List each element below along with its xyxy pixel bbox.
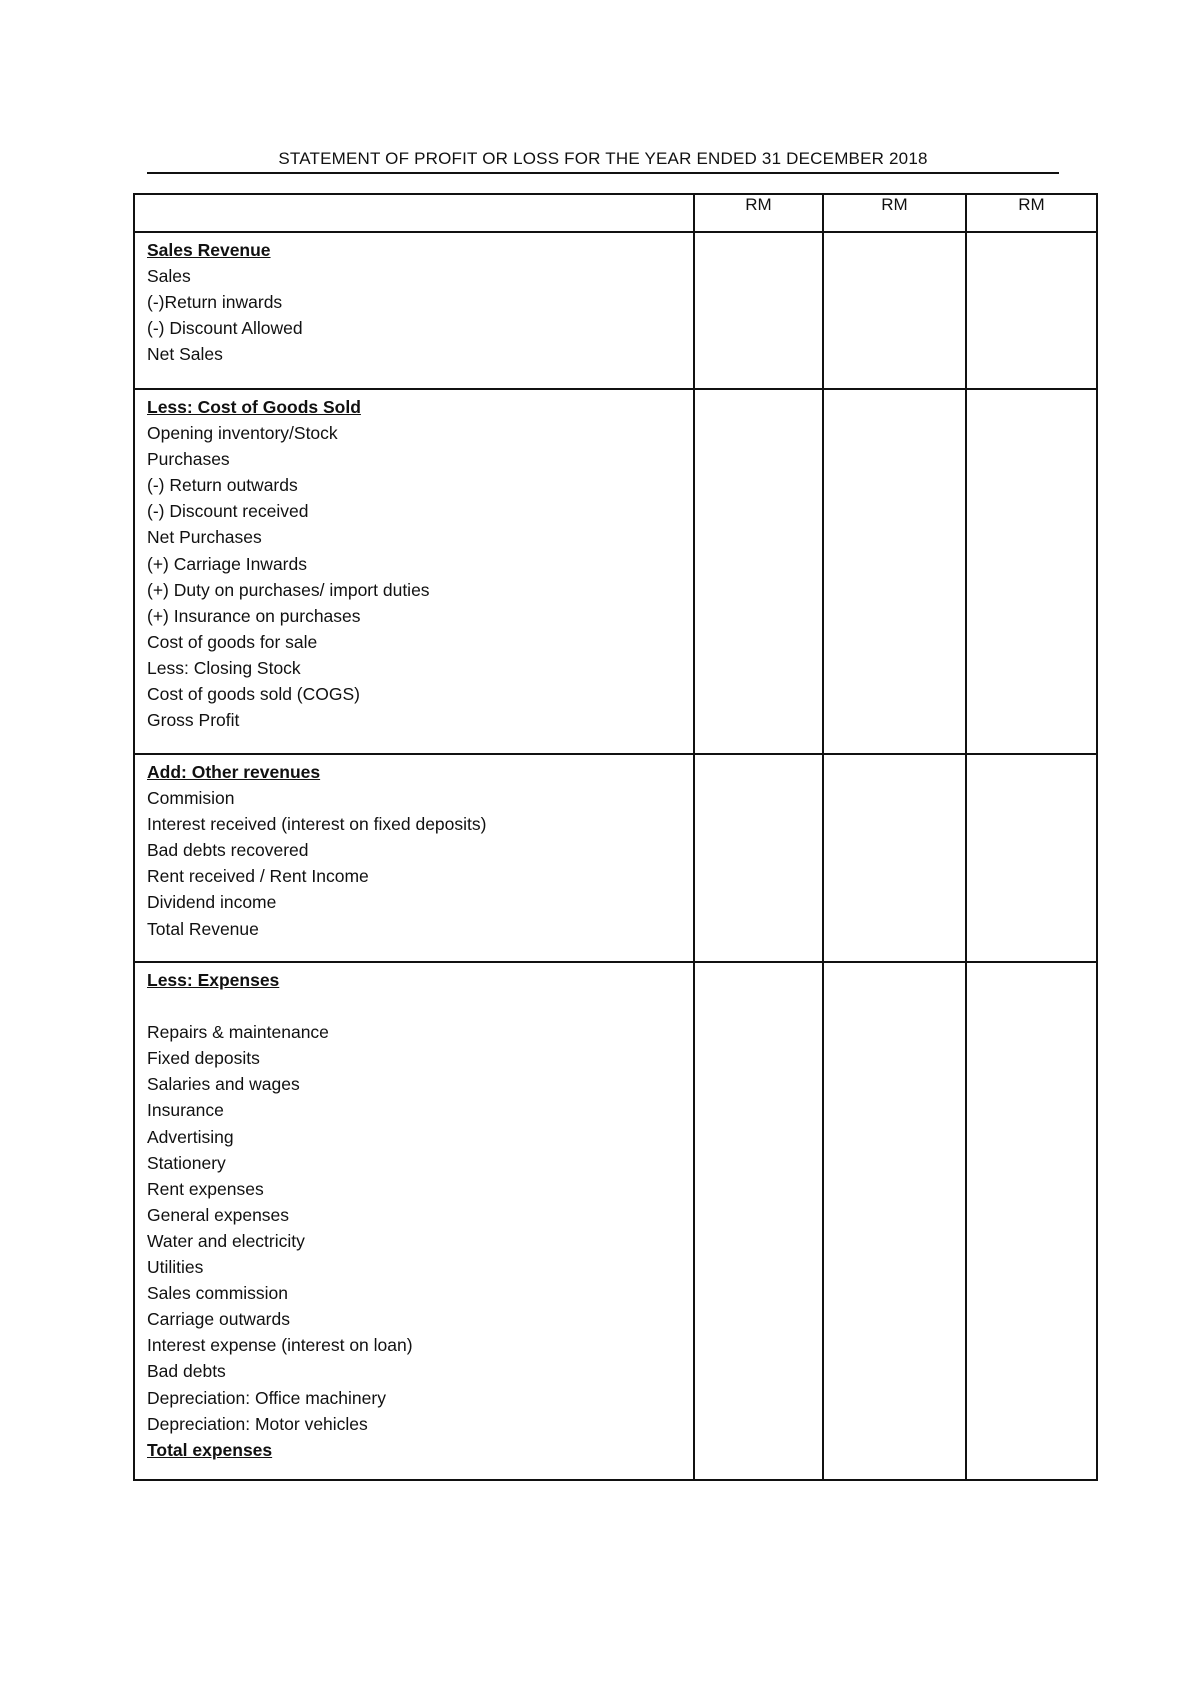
- other-revenues-description-cell: [134, 754, 694, 962]
- amount-cell: [823, 232, 966, 389]
- line-item: Carriage outwards: [147, 1309, 290, 1330]
- amount-cell: [823, 389, 966, 754]
- amount-cell: [966, 389, 1097, 754]
- line-item: General expenses: [147, 1204, 290, 1225]
- expenses-description-cell: [134, 962, 694, 1480]
- amount-cell: [966, 962, 1097, 1480]
- amount-cell: [966, 232, 1097, 389]
- blank-line: [147, 993, 693, 1019]
- line-item: (+) Duty on purchases/ import duties: [147, 579, 430, 600]
- line-item: Dividend income: [147, 892, 277, 913]
- section-heading: Less: Cost of Goods Sold: [147, 397, 361, 417]
- section-heading: Sales Revenue: [147, 240, 271, 260]
- line-item: Less: Closing Stock: [147, 657, 301, 678]
- amount-cell: [694, 389, 823, 754]
- description-header-cell: [134, 194, 694, 232]
- line-item: Interest received (interest on fixed deposits): [147, 814, 487, 835]
- line-item: Opening inventory/Stock: [147, 423, 338, 444]
- line-item: Interest expense (interest on loan): [147, 1335, 413, 1356]
- line-item: Fixed deposits: [147, 1048, 260, 1069]
- section-heading: Add: Other revenues: [147, 762, 321, 782]
- cogs-description-cell: [134, 389, 694, 754]
- line-item: (-) Discount received: [147, 501, 309, 522]
- line-item: Salaries and wages: [147, 1074, 300, 1095]
- line-item: Sales: [147, 266, 191, 287]
- line-item: Bad debts: [147, 1361, 226, 1382]
- line-item: Depreciation: Office machinery: [147, 1387, 386, 1408]
- statement-title: STATEMENT OF PROFIT OR LOSS FOR THE YEAR ENDED 31 DECEMBER 2018: [278, 149, 928, 168]
- line-item: (-) Return outwards: [147, 475, 298, 496]
- line-item: Gross Profit: [147, 710, 240, 731]
- line-item: Cost of goods for sale: [147, 631, 318, 652]
- line-item: Advertising: [147, 1126, 234, 1147]
- amount-cell: [694, 232, 823, 389]
- line-item: Net Purchases: [147, 527, 262, 548]
- line-item: Insurance: [147, 1100, 224, 1121]
- section-heading: Less: Expenses: [147, 970, 280, 990]
- line-item: Commision: [147, 788, 235, 809]
- amount-cell: [694, 754, 823, 962]
- line-item: Water and electricity: [147, 1230, 305, 1251]
- amount-cell: [823, 962, 966, 1480]
- line-item: Cost of goods sold (COGS): [147, 684, 360, 705]
- line-item: Repairs & maintenance: [147, 1022, 329, 1043]
- table-header-row: [134, 194, 1097, 232]
- column-header-rm-3: RM: [966, 194, 1097, 232]
- title-underline: [147, 172, 1059, 174]
- column-header-rm-2: RM: [823, 194, 966, 232]
- line-item: Purchases: [147, 449, 230, 470]
- line-item: Rent expenses: [147, 1178, 264, 1199]
- line-item: (-)Return inwards: [147, 292, 283, 313]
- column-header-rm-1: RM: [694, 194, 823, 232]
- section-cost-of-goods-sold: [134, 389, 1097, 754]
- line-item: Net Sales: [147, 344, 223, 365]
- line-item: Stationery: [147, 1152, 226, 1173]
- line-item: Utilities: [147, 1257, 204, 1278]
- line-item: Total Revenue: [147, 918, 259, 939]
- sales-description-cell: [134, 232, 694, 389]
- line-item: Rent received / Rent Income: [147, 866, 369, 887]
- section-expenses: [134, 962, 1097, 1480]
- section-other-revenues: [134, 754, 1097, 962]
- section-sales-revenue: [134, 232, 1097, 389]
- line-item: Depreciation: Motor vehicles: [147, 1413, 368, 1434]
- total-expenses-label: Total expenses: [147, 1439, 273, 1460]
- line-item: (+) Carriage Inwards: [147, 553, 307, 574]
- line-item: Sales commission: [147, 1283, 289, 1304]
- profit-loss-table: [133, 193, 1098, 1481]
- line-item: (-) Discount Allowed: [147, 318, 303, 339]
- line-item: Bad debts recovered: [147, 840, 309, 861]
- amount-cell: [823, 754, 966, 962]
- amount-cell: [694, 962, 823, 1480]
- amount-cell: [966, 754, 1097, 962]
- line-item: (+) Insurance on purchases: [147, 605, 361, 626]
